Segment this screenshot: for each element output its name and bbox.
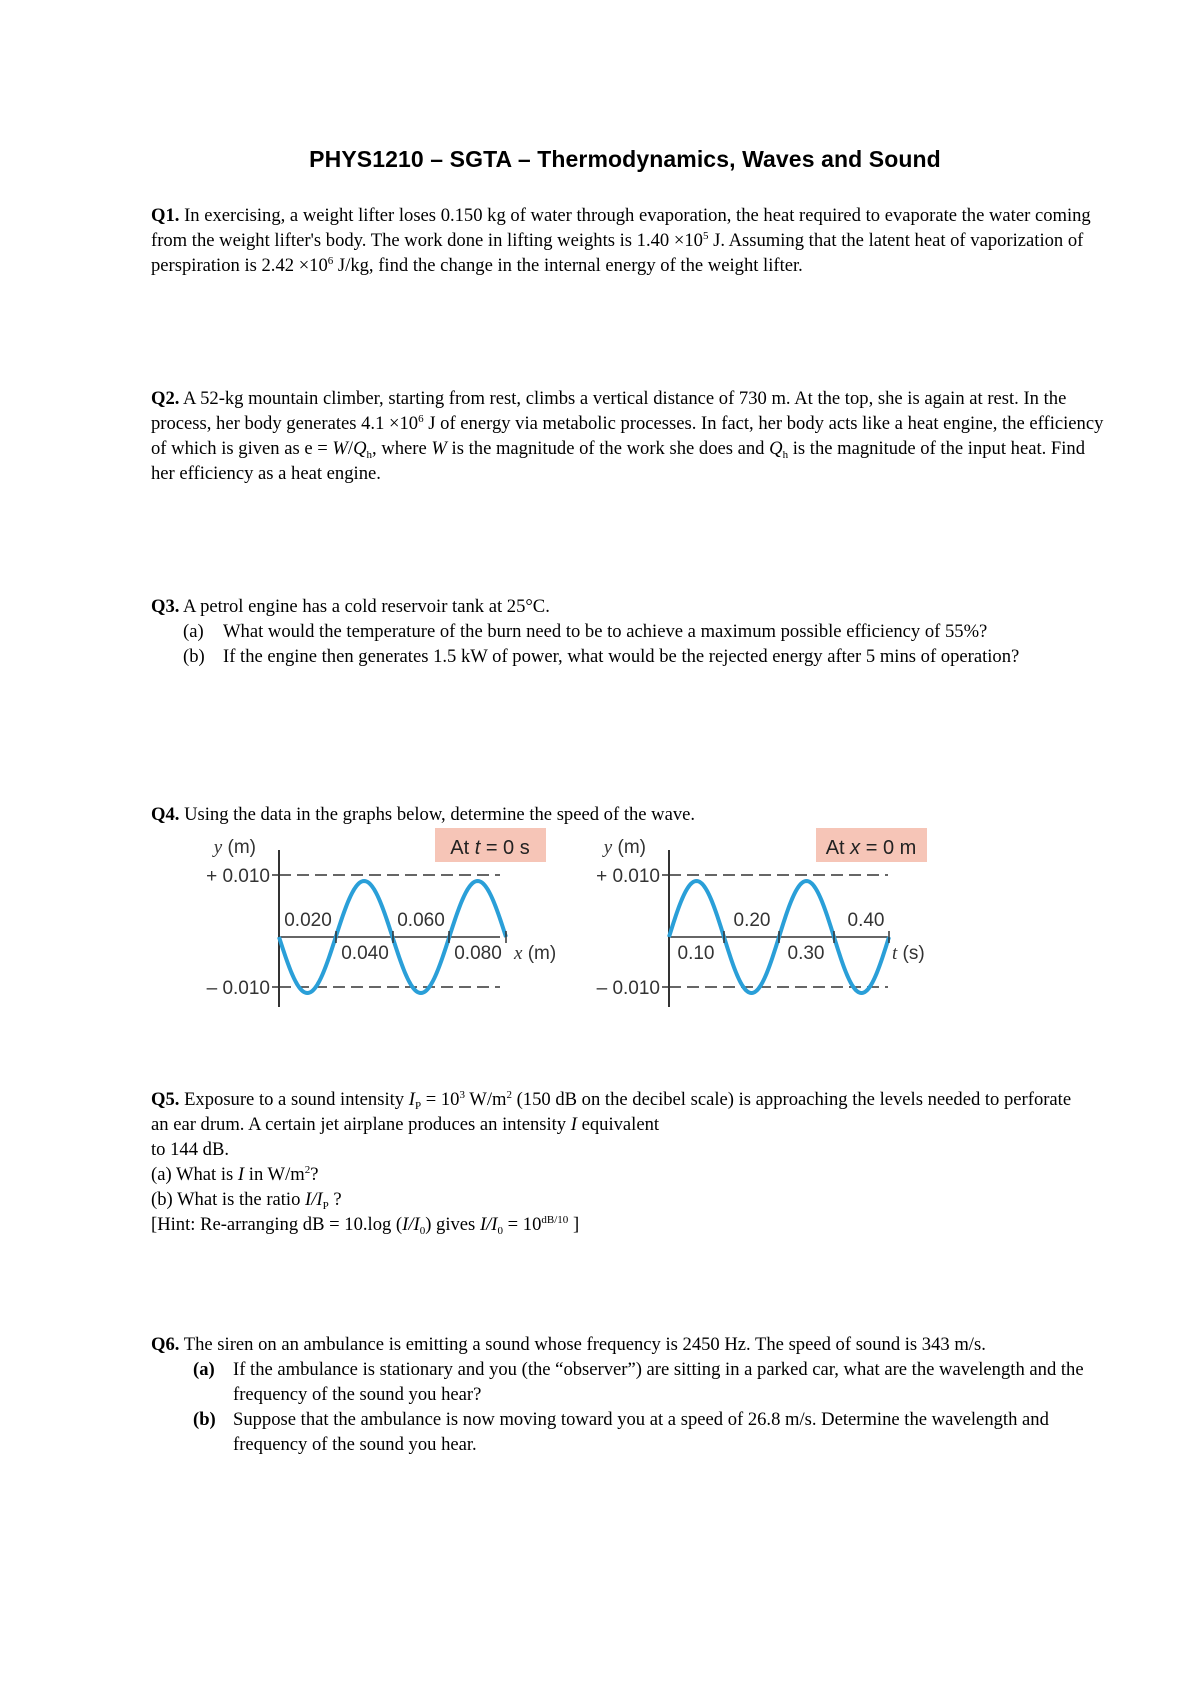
- graph-right-tick-label: 0.40: [847, 910, 885, 931]
- question-5: Q5. Exposure to a sound intensity $I_P = 10^3$ $W/m^2$ (150 dB on the decibel scale) is approaching the levels needed to perforate an ear drum. A certain jet airplane produces an intensity I equivalent to 144 dB. (a) What is I in $W/m^2$? (b) What is the ratio $I/I_P$ ? [Hint: Re-arranging dB = 10.log $(I/I_0)$ gives $I/I_0 = 10^{dB/10}$ ]: [151, 1087, 1091, 1237]
- graph-right-y-max-label: + 0.010: [596, 866, 660, 887]
- question-5-part-a: (a) What is I in $W/m^2$?: [151, 1164, 319, 1185]
- graph-right-tick-label: 0.20: [733, 910, 771, 931]
- question-6-label: Q6.: [151, 1334, 180, 1355]
- question-5-label: Q5.: [151, 1089, 180, 1110]
- graph-left-tick-label: 0.080: [454, 943, 502, 964]
- question-5-part-b: (b) What is the ratio $I/I_P$ ?: [151, 1189, 342, 1212]
- graph-left-y-min-label: – 0.010: [206, 978, 270, 999]
- question-4-label: Q4.: [151, 804, 180, 825]
- question-3-part-b: (b) If the engine then generates 1.5 kW of power, what would be the rejected energy after 5 mins of operation?: [183, 646, 1020, 667]
- graph-left-tick-label: 0.040: [341, 943, 389, 964]
- graph-right-tick-label: 0.30: [787, 943, 825, 964]
- question-1: Q1. In exercising, a weight lifter loses 0.150 kg of water through evaporation, the heat required to evaporate the water coming from the weight lifter's body. The work done in lifting weights is $1.40 \times 10^5$ J. Assuming that the latent heat of vaporization of perspiration is $2.42 \times 10^6$ J/kg, find the change in the internal energy of the weight lifter.: [151, 205, 1091, 276]
- graph-right-x-axis-label: t (s): [892, 943, 925, 964]
- question-6-part-b: (b) Suppose that the ambulance is now moving toward you at a speed of 26.8 m/s. Determine the wavelength and frequency of the sound you hear.: [193, 1409, 1049, 1455]
- graph-right-y-axis-label: y (m): [603, 837, 646, 858]
- graph-left-x-axis-label: x (m): [514, 943, 557, 964]
- question-3-part-a: (a) What would the temperature of the burn need to be to achieve a maximum possible efficiency of 55%?: [183, 621, 988, 642]
- graph-left-badge-text: At t = 0 s: [450, 837, 530, 859]
- page-title: PHYS1210 – SGTA – Thermodynamics, Waves and Sound: [309, 146, 941, 172]
- graph-left-tick-label: 0.020: [284, 910, 332, 931]
- graph-left-y-max-label: + 0.010: [206, 866, 270, 887]
- graph-left-tick-label: 0.060: [397, 910, 445, 931]
- question-2: Q2. A 52-kg mountain climber, starting from rest, climbs a vertical distance of 730 m. At the top, she is again at rest. In the process, her body generates $4.1 \times 10^6$ J of energy via metabolic processes. In fact, her body acts like a heat engine, the efficiency of which is given as $e = W/Q_h$, where W is the magnitude of the work she does and $Q_h$ is the magnitude of the input heat. Find her efficiency as a heat engine.: [151, 388, 1104, 484]
- graph-right-badge-text: At x = 0 m: [825, 837, 917, 859]
- question-3: Q3. A petrol engine has a cold reservoir tank at 25°C. (a) What would the temperature of the burn need to be to achieve a maximum possible efficiency of 55%? (b) If the engine then generates 1.5 kW of power, what would be the rejected energy after 5 mins of operation?: [151, 594, 1111, 669]
- question-6-part-a: (a) If the ambulance is stationary and you (the “observer”) are sitting in a parked car, what are the wavelength and the frequency of the sound you hear?: [193, 1359, 1084, 1405]
- graph-right-tick-label: 0.10: [677, 943, 715, 964]
- question-3-label: Q3.: [151, 596, 180, 617]
- question-1-label: Q1.: [151, 205, 180, 226]
- question-4: Q4. Using the data in the graphs below, determine the speed of the wave.: [151, 804, 696, 825]
- question-2-label: Q2.: [151, 388, 180, 409]
- wave-graph-time: [570, 825, 970, 1010]
- question-5-hint: [Hint: Re-arranging dB = 10.log $(I/I_0)$ gives $I/I_0 = 10^{dB/10}$ ]: [151, 1214, 580, 1237]
- graph-right-y-min-label: – 0.010: [596, 978, 660, 999]
- question-6: Q6. The siren on an ambulance is emitting a sound whose frequency is 2450 Hz. The speed of sound is 343 m/s. (a) If the ambulance is stationary and you (the “observer”) are sitting in a parked car, what are the wavelength and the frequency of the sound you hear? (b) Suppose that the ambulance is now moving toward you at a speed of 26.8 m/s. Determine the wavelength and frequency of the sound you hear.: [151, 1332, 1111, 1457]
- wave-graph-position: [180, 825, 580, 1010]
- graph-left-y-axis-label: y (m): [213, 837, 256, 858]
